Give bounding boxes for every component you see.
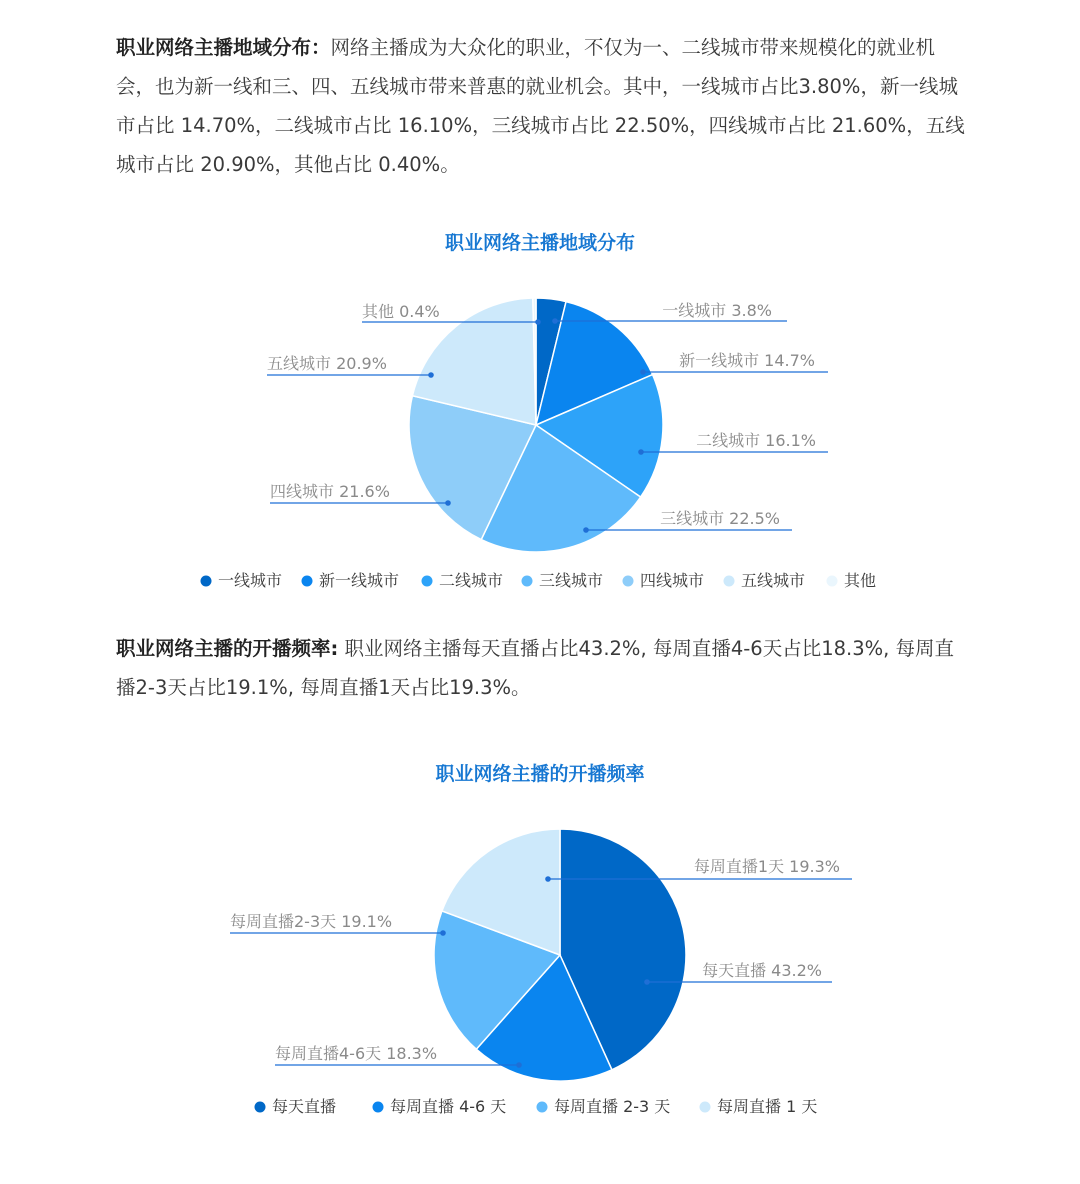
slice-label: 四线城市 21.6% <box>270 482 390 501</box>
slice-label: 每天直播 43.2% <box>702 961 822 980</box>
slice-label: 五线城市 20.9% <box>267 354 387 373</box>
legend-marker <box>373 1102 384 1113</box>
legend-marker <box>302 576 313 587</box>
leader-dot <box>545 876 551 882</box>
broadcast-frequency-pie-chart <box>0 730 1080 1140</box>
leader-dot <box>644 979 650 985</box>
slice-label: 其他 0.4% <box>362 302 440 321</box>
leader-dot <box>516 1062 522 1068</box>
slice-label: 新一线城市 14.7% <box>679 351 815 370</box>
slice-label: 一线城市 3.8% <box>662 301 772 320</box>
leader-dot <box>440 930 446 936</box>
legend-label: 每天直播 <box>272 1097 337 1116</box>
leader-dot <box>428 372 434 378</box>
legend-label: 五线城市 <box>741 571 806 590</box>
legend-label: 每周直播 2-3 天 <box>554 1097 671 1116</box>
paragraph-text: 职业网络主播每天直播占比43.2%, 每周直播4-6天占比18.3%, 每周直播2-3天占比19.1%, 每周直播1天占比19.3%。 <box>116 637 955 699</box>
leader-dot <box>640 369 646 375</box>
legend-marker <box>623 576 634 587</box>
legend-label: 二线城市 <box>439 571 504 590</box>
legend-label: 一线城市 <box>218 571 283 590</box>
paragraph-region-distribution <box>116 28 972 184</box>
legend-label: 三线城市 <box>539 571 604 590</box>
legend-marker <box>522 576 533 587</box>
legend-marker <box>827 576 838 587</box>
legend-marker <box>201 576 212 587</box>
legend-label: 新一线城市 <box>319 571 400 590</box>
legend-label: 每周直播 4-6 天 <box>390 1097 507 1116</box>
chart-title: 职业网络主播地域分布 <box>444 232 636 254</box>
paragraph-broadcast-frequency <box>116 629 972 707</box>
legend-label: 每周直播 1 天 <box>717 1097 818 1116</box>
legend-marker <box>537 1102 548 1113</box>
legend-marker <box>255 1102 266 1113</box>
slice-label: 每周直播2-3天 19.1% <box>230 912 393 931</box>
slice-label: 每周直播1天 19.3% <box>693 857 840 876</box>
legend-marker <box>724 576 735 587</box>
legend-marker <box>700 1102 711 1113</box>
legend-marker <box>422 576 433 587</box>
slice-label: 三线城市 22.5% <box>660 509 780 528</box>
legend-label: 其他 <box>844 571 877 590</box>
leader-dot <box>638 449 644 455</box>
region-distribution-pie-chart <box>0 200 1080 610</box>
pie-slices <box>409 298 663 552</box>
slice-label: 每周直播4-6天 18.3% <box>275 1044 438 1063</box>
legend-label: 四线城市 <box>640 571 705 590</box>
slice-label: 二线城市 16.1% <box>696 431 816 450</box>
paragraph-lead: 职业网络主播的开播频率: <box>116 637 339 660</box>
leader-dot <box>552 318 558 324</box>
leader-dot <box>535 319 541 325</box>
leader-dot <box>583 527 589 533</box>
leader-dot <box>445 500 451 506</box>
paragraph-lead: 职业网络主播地域分布： <box>116 36 331 59</box>
pie-slices <box>434 829 686 1081</box>
paragraph-text: 网络主播成为大众化的职业，不仅为一、二线城市带来规模化的就业机会，也为新一线和三、四、五线城市带来普惠的就业机会。其中，一线城市占比3.80%，新一线城市占比 14.70%，二线城市占比 16.10%，三线城市占比 22.50%，四线城市占比 21.60%，五线城市占比 20.90%，其他占比 0.40%。 <box>116 36 965 176</box>
chart-title: 职业网络主播的开播频率 <box>435 763 645 785</box>
